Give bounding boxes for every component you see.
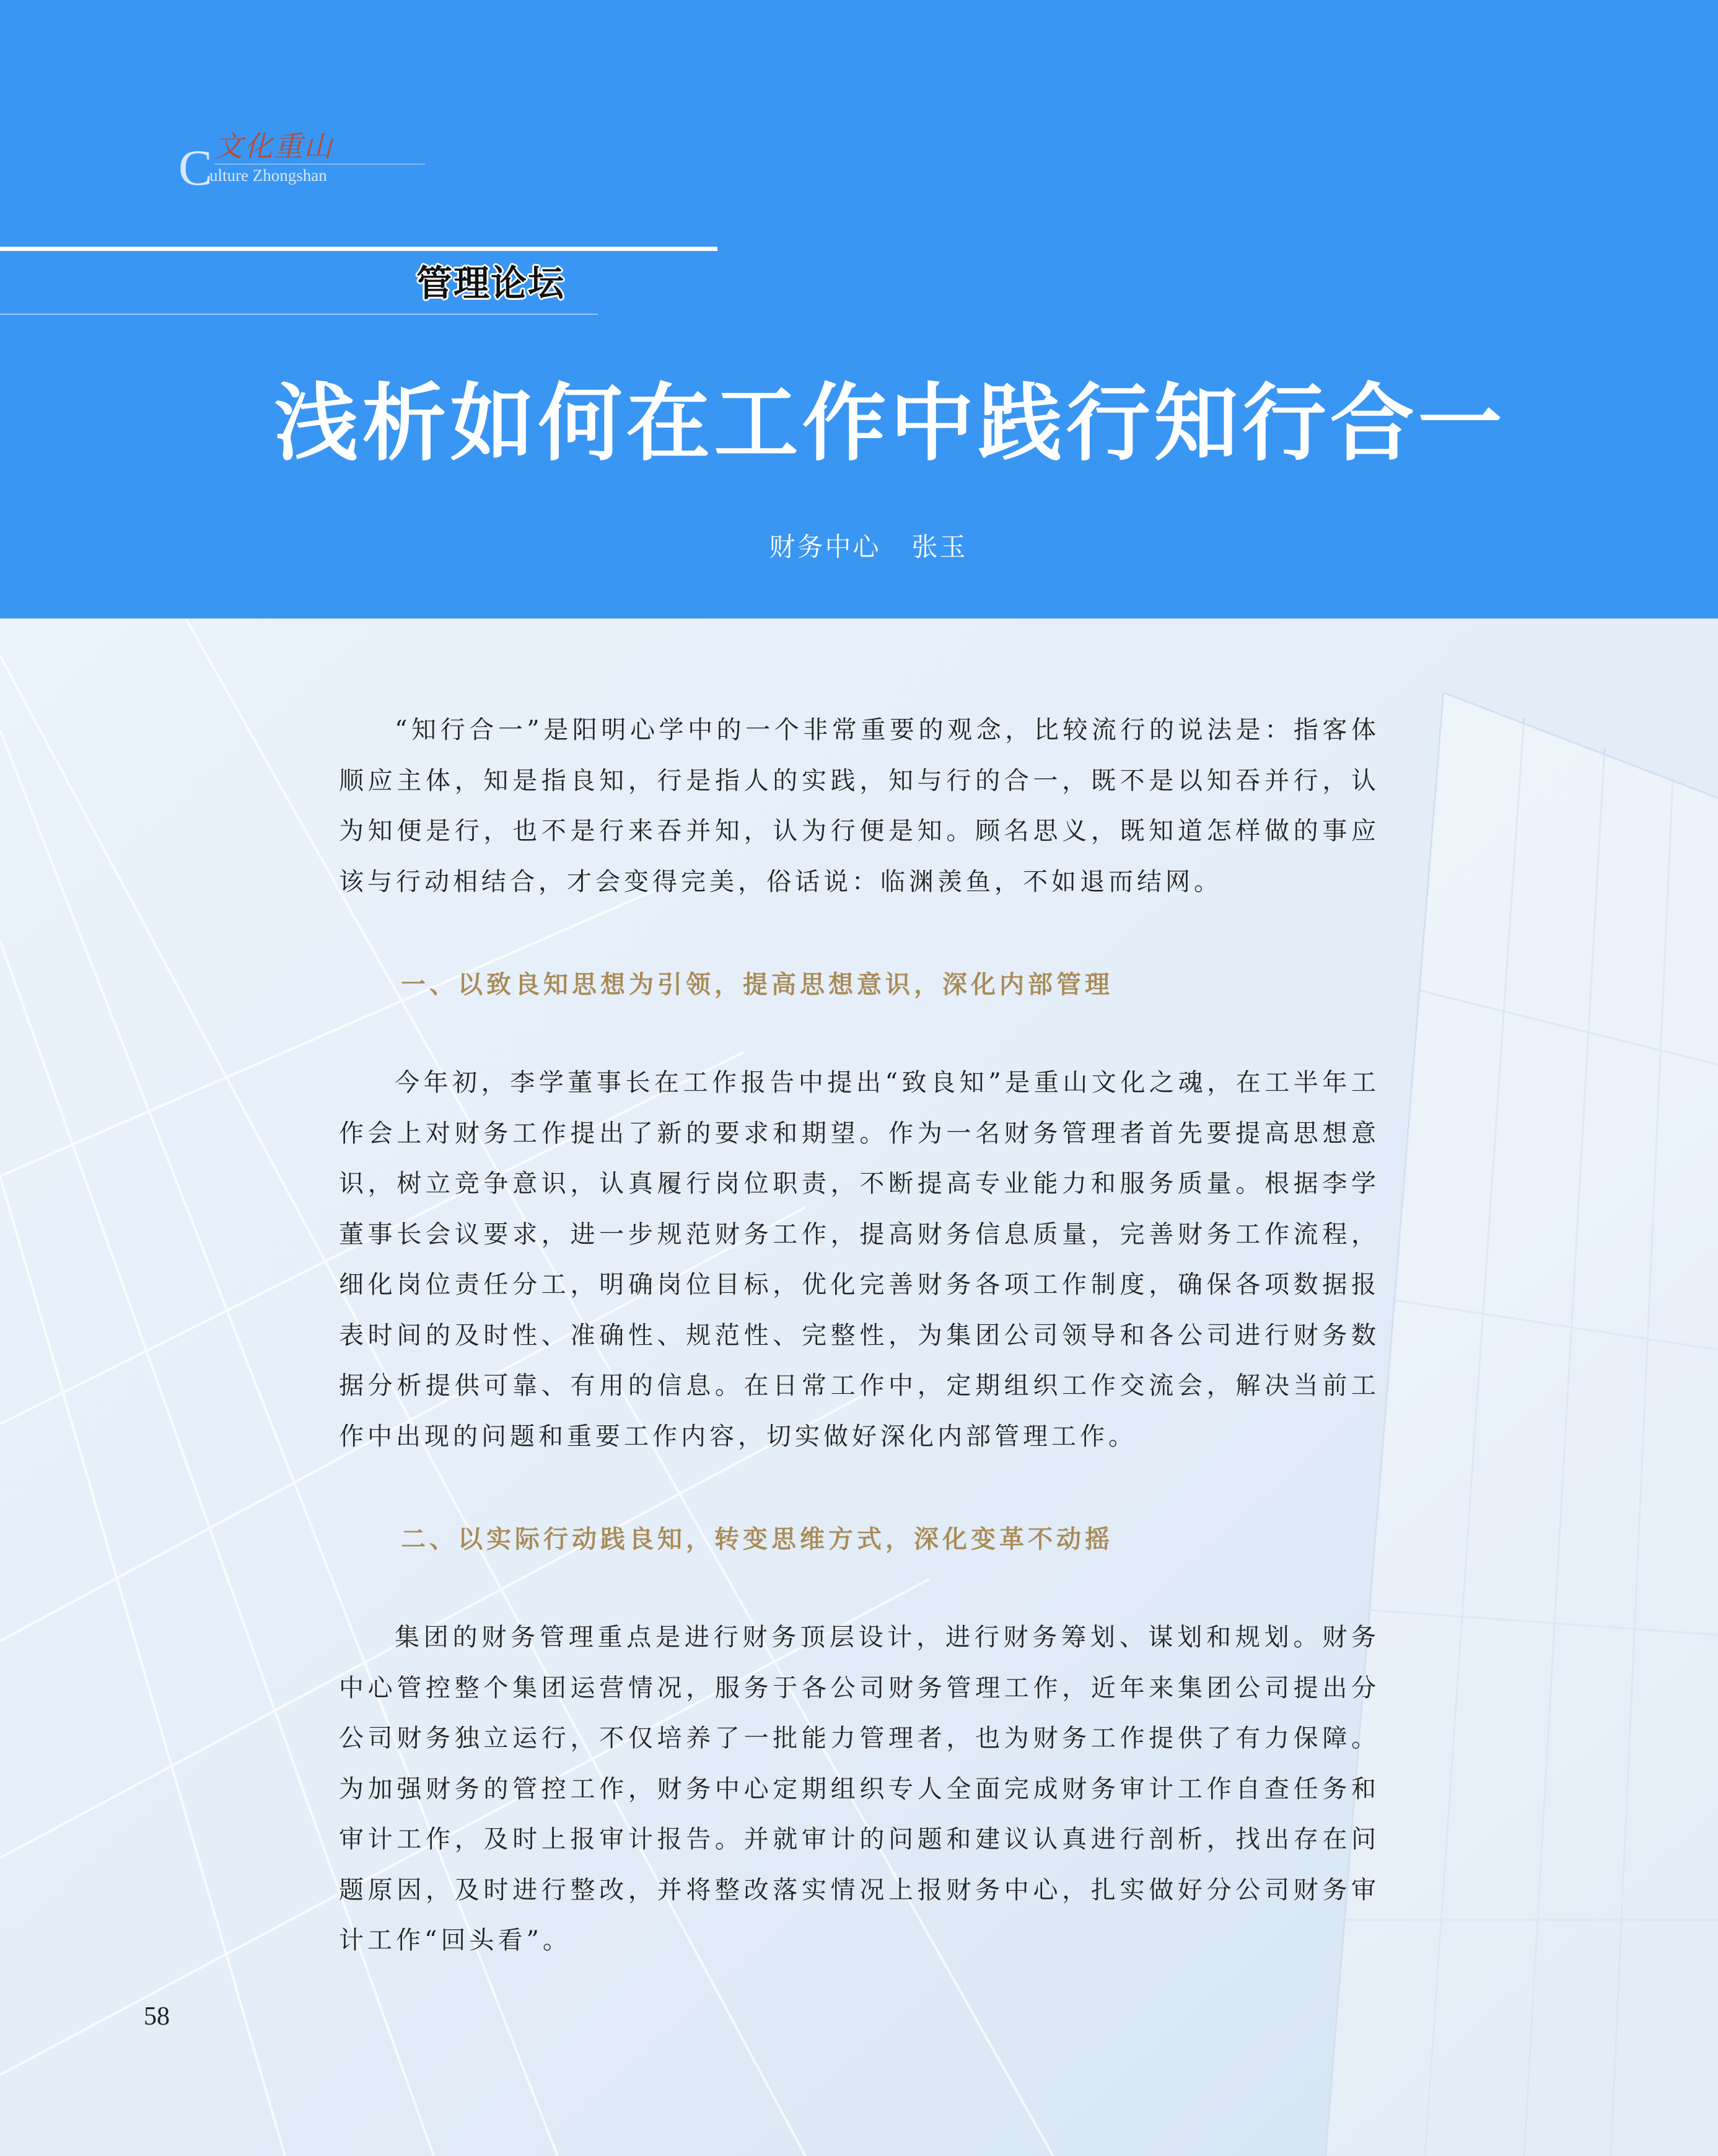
article-body (339, 705, 1380, 1966)
section-2-paragraph: 集团的财务管理重点是进行财务顶层设计，进行财务筹划、谋划和规划。财务中心管控整个集团运营情况，服务于各公司财务管理工作，近年来集团公司提出分公司财务独立运行，不仅培养了一批能力管理者，也为财务工作提供了有力保障。为加强财务的管控工作，财务中心定期组织专人全面完成财务审计工作自查任务和审计工作，及时上报审计报告。并就审计的问题和建议认真进行剖析，找出存在问题原因，及时进行整改，并将整改落实情况上报财务中心，扎实做好分公司财务审计工作“回头看”。 (339, 1623, 1380, 1955)
section-1-paragraph: 今年初，李学董事长在工作报告中提出“致良知”是重山文化之魂，在工半年工作会上对财务工作提出了新的要求和期望。作为一名财务管理者首先要提高思想意识，树立竞争意识，认真履行岗位职责，不断提高专业能力和服务质量。根据李学董事长会议要求，进一步规范财务工作，提高财务信息质量，完善财务工作流程，细化岗位责任分工，明确岗位目标，优化完善财务各项工作制度，确保各项数据报表时间的及时性、准确性、规范性、完整性，为集团公司领导和各公司进行财务数据分析提供可靠、有用的信息。在日常工作中，定期组织工作交流会，解决当前工作中出现的问题和重要工作内容，切实做好深化内部管理工作。 (339, 1068, 1380, 1451)
author-name: 张玉 (911, 532, 968, 562)
author-department: 财务中心 (769, 532, 881, 562)
page-number: 58 (144, 2002, 170, 2031)
column-rule-top (0, 247, 717, 251)
intro-paragraph: “知行合一”是阳明心学中的一个非常重要的观念，比较流行的说法是：指客体顺应主体，知是指良知，行是指人的实践，知与行的合一，既不是以知吞并行，认为知便是行，也不是行来吞并知，认为行便是知。顾名思义，既知道怎样做的事应该与行动相结合，才会变得完美，俗话说：临渊羡鱼，不如退而结网。 (339, 716, 1380, 896)
logo-initial: C (178, 139, 213, 196)
column-label: 管理论坛 (416, 262, 566, 304)
article-title: 浅析如何在工作中践行知行合一 (274, 374, 1506, 473)
logo-calligraphy: 文化重山 (214, 130, 333, 163)
section-heading-2: 二、以实际行动践良知，转变思维方式，深化变革不动摇 (401, 1525, 1113, 1554)
magazine-logo (178, 124, 426, 196)
logo-subtitle: ulture Zhongshan (209, 166, 327, 185)
column-rule-bottom (0, 314, 598, 315)
byline (0, 527, 1718, 564)
header-band (0, 0, 1718, 618)
section-heading-1: 一、以致良知思想为引领，提高思想意识，深化内部管理 (401, 970, 1113, 999)
logo-rule (214, 164, 425, 165)
